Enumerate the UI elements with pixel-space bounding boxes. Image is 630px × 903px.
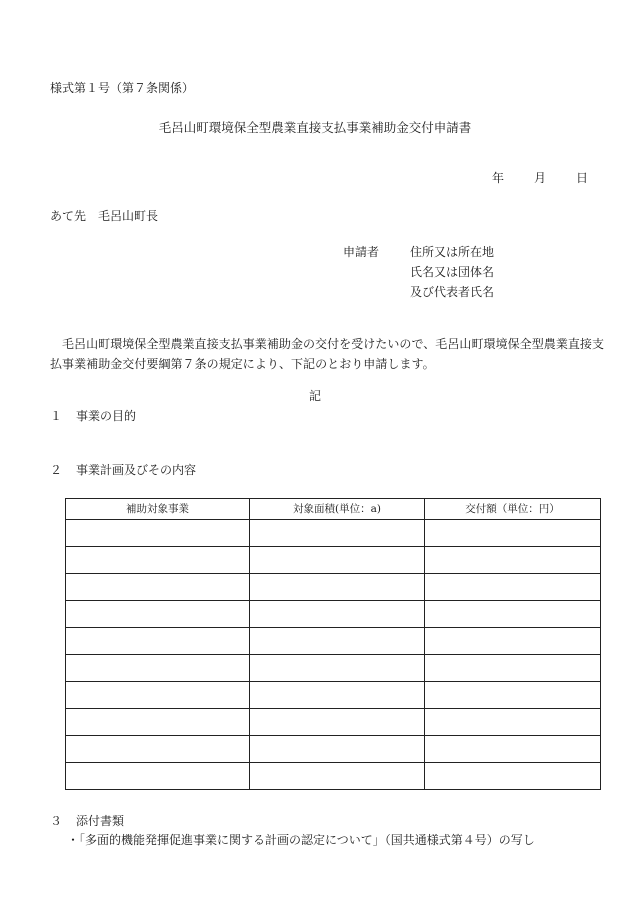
applicant-label: 申請者 — [343, 245, 380, 259]
cell-amount[interactable] — [425, 682, 601, 709]
table-row — [66, 709, 601, 736]
cell-area[interactable] — [250, 763, 425, 790]
section-number: ３ — [50, 814, 63, 828]
cell-amount[interactable] — [425, 628, 601, 655]
section-title: 添付書類 — [76, 814, 125, 828]
cell-area[interactable] — [250, 682, 425, 709]
cell-area[interactable] — [250, 655, 425, 682]
table-row — [66, 520, 601, 547]
cell-amount[interactable] — [425, 655, 601, 682]
cell-area[interactable] — [250, 574, 425, 601]
applicant-block — [343, 245, 495, 299]
date-year: 年 — [492, 171, 505, 185]
table-row — [66, 628, 601, 655]
cell-project[interactable] — [66, 547, 250, 574]
date-month: 月 — [534, 171, 547, 185]
header-amount: 交付額（単位：円） — [425, 499, 601, 520]
cell-area[interactable] — [250, 547, 425, 574]
cell-area[interactable] — [250, 601, 425, 628]
cell-project[interactable] — [66, 682, 250, 709]
table-row — [66, 736, 601, 763]
cell-project[interactable] — [66, 628, 250, 655]
document-title: 毛呂山町環境保全型農業直接支払事業補助金交付申請書 — [158, 120, 472, 135]
table-row — [66, 574, 601, 601]
cell-area[interactable] — [250, 520, 425, 547]
cell-area[interactable] — [250, 736, 425, 763]
cell-project[interactable] — [66, 601, 250, 628]
table-row — [66, 547, 601, 574]
cell-project[interactable] — [66, 520, 250, 547]
table-row — [66, 655, 601, 682]
section-title: 事業の目的 — [76, 409, 137, 423]
cell-area[interactable] — [250, 709, 425, 736]
attachment-item: ・「多面的機能発揮促進事業に関する計画の認定について」（国共通様式第４号）の写し — [67, 833, 535, 847]
cell-amount[interactable] — [425, 574, 601, 601]
form-number: 様式第１号（第７条関係） — [50, 81, 195, 95]
date-day: 日 — [576, 171, 589, 185]
body-text: 毛呂山町環境保全型農業直接支払事業補助金の交付を受けたいので、毛呂山町環境保全型農業直接支払事業補助金交付要綱第７条の規定により、下記のとおり申請します。 — [50, 337, 605, 371]
section-purpose — [50, 410, 136, 422]
applicant-fields — [410, 246, 494, 306]
header-area: 対象面積(単位：a) — [250, 499, 425, 520]
cell-amount[interactable] — [425, 709, 601, 736]
section-plan — [50, 464, 196, 476]
table-row — [66, 682, 601, 709]
cell-project[interactable] — [66, 709, 250, 736]
cell-amount[interactable] — [425, 601, 601, 628]
cell-amount[interactable] — [425, 547, 601, 574]
section-attachments — [50, 815, 124, 827]
applicant-address-label: 住所又は所在地 — [410, 245, 495, 259]
cell-project[interactable] — [66, 655, 250, 682]
date-line — [492, 172, 588, 184]
applicant-name-label: 氏名又は団体名 — [410, 265, 495, 279]
header-project: 補助対象事業 — [66, 499, 250, 520]
cell-amount[interactable] — [425, 520, 601, 547]
cell-area[interactable] — [250, 628, 425, 655]
section-title: 事業計画及びその内容 — [76, 463, 197, 477]
table-header-row — [66, 499, 601, 520]
cell-project[interactable] — [66, 763, 250, 790]
cell-project[interactable] — [66, 736, 250, 763]
section-number: ２ — [50, 463, 63, 477]
cell-amount[interactable] — [425, 736, 601, 763]
applicant-representative-label: 及び代表者氏名 — [410, 285, 495, 299]
plan-table — [65, 498, 601, 790]
cell-amount[interactable] — [425, 763, 601, 790]
table-row — [66, 763, 601, 790]
addressee: あて先 毛呂山町長 — [50, 209, 159, 223]
cell-project[interactable] — [66, 574, 250, 601]
table-row — [66, 601, 601, 628]
section-number: １ — [50, 409, 63, 423]
ki-marker: 記 — [308, 389, 321, 403]
